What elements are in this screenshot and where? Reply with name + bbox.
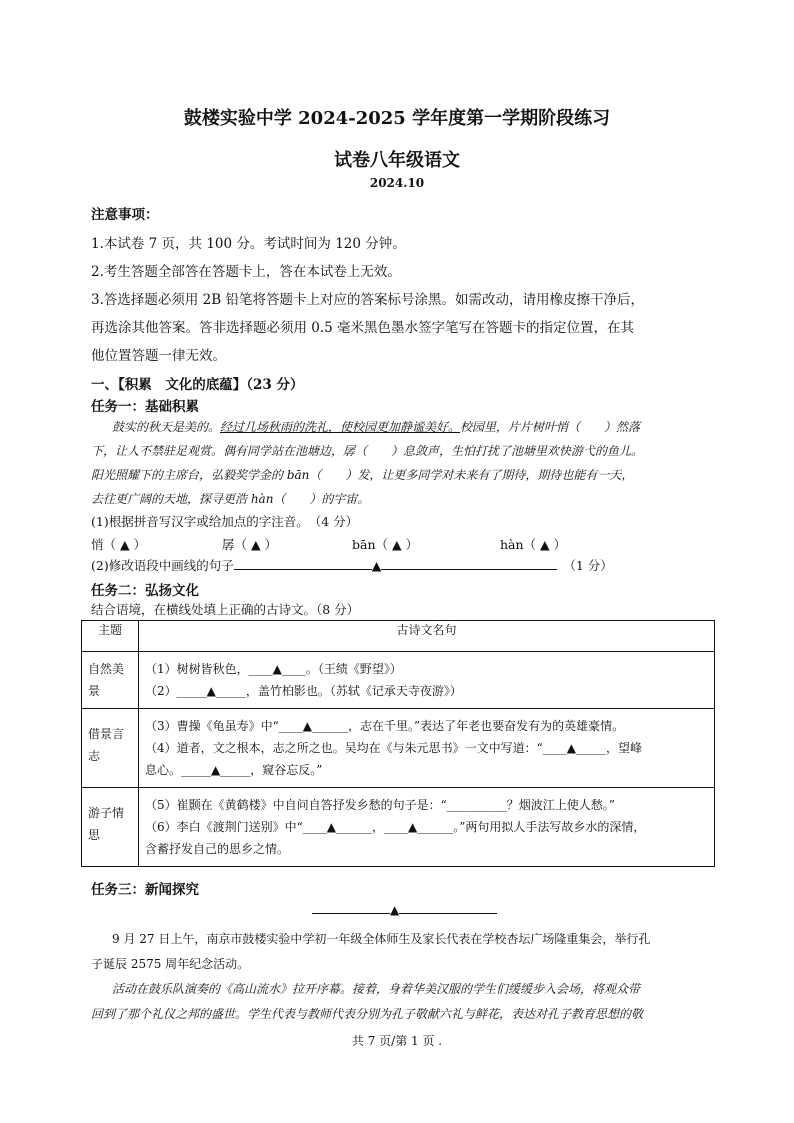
question-2: [91, 556, 613, 574]
poem-line: （2）_____▲_____，盖竹柏影也。（苏轼《记承天寺夜游》）: [145, 684, 462, 698]
notes-heading: 注意事项：: [91, 207, 159, 223]
underlined-sentence: 经过几场秋雨的洗礼，使校园更加静谧美好。: [220, 420, 461, 434]
passage-line-1-start: 鼓实的秋天是美的。: [112, 420, 221, 434]
task2-intro: 结合语境，在横线处填上正确的古诗文。（8 分）: [91, 602, 360, 617]
note-item-3-line-3: 他位置答题一律无效。: [91, 348, 226, 364]
poem-line: （3）曹操《龟虽寿》中“____▲______，志在千里。”表达了年老也要奋发有为的英雄豪情。: [145, 719, 625, 733]
table-row: [82, 788, 715, 867]
poem-line: （4）道者，文之根本，志之所之也。吴均在《与朱元思书》一文中写道：“____▲_____，望峰: [145, 741, 643, 755]
passage-line-2: 下，让人不禁驻足观赏。偶有同学站在池塘边，孱（ ）息敛声，生怕打扰了池塘里欢快游弋的鱼儿。: [91, 444, 644, 458]
table-row: [82, 652, 715, 709]
task1-heading: 任务一：基础积累: [91, 399, 199, 415]
table-header-row: [82, 621, 715, 652]
note-item-3-line-1: 3.答选择题必须用 2B 铅笔将答题卡上对应的答案标号涂黑。如需改动，请用橡皮擦干净后，: [91, 292, 644, 308]
table-row: [82, 709, 715, 788]
q1-item-4: hàn（ ▲ ）: [500, 537, 567, 552]
passage-line-4: 去往更广阔的天地，探寻更浩 hàn（ ）的宇宙。: [91, 492, 370, 506]
news-para-1-line-1: 9 月 27 日上午，南京市鼓楼实验中学初一年级全体师生及家长代表在学校杏坛广场隆重集会，举行孔: [112, 932, 651, 946]
poem-line: （5）崔颢在《黄鹤楼》中自问自答抒发乡愁的句子是：“__________？烟波江上使人愁。”: [145, 798, 615, 812]
task2-heading: 任务二：弘扬文化: [91, 583, 199, 599]
note-item-2: 2.考生答题全部答在答题卡上，答在本试卷上无效。: [91, 264, 401, 280]
poem-table: [81, 620, 715, 867]
q1-item-1: 悄（ ▲ ）: [91, 537, 147, 552]
q2-blank-left[interactable]: [234, 569, 372, 570]
news-title-mark: ▲: [390, 903, 400, 917]
news-para-1-line-2: 子诞辰 2575 周年纪念活动。: [91, 957, 250, 971]
news-title-blank[interactable]: [312, 903, 497, 917]
passage-line-1-end: 校园里，片片树叶悄（ ）然落: [460, 420, 641, 434]
row-theme: 自然美景: [88, 662, 125, 698]
q2-mark: ▲: [371, 558, 382, 573]
poem-line: 含蓄抒发自己的思乡之情。: [145, 842, 290, 856]
news-para-2-line-2: 回到了那个礼仪之邦的盛世。学生代表与教师代表分别为孔子敬献六礼与鲜花，表达对孔子教育思想的敬: [91, 1007, 644, 1021]
q2-blank-right[interactable]: [381, 569, 557, 570]
poem-line: （1）树树皆秋色，____▲____。（王绩《野望》）: [145, 662, 402, 676]
table-header-theme: 主题: [82, 621, 139, 652]
poem-line: （6）李白《渡荆门送别》中“____▲______，____▲______。”两句用拟人手法写故乡水的深情，: [145, 820, 646, 834]
news-para-2-line-1: 活动在鼓乐队演奏的《高山流水》拉开序幕。接着，身着华美汉服的学生们缓缓步入会场，将观众带: [112, 982, 641, 996]
question-1: (1)根据拼音写汉字或给加点的字注音。 （4 分）: [91, 514, 359, 529]
poem-line: 息心。_____▲_____，窥谷忘反。”: [145, 763, 323, 777]
passage-line-1: [112, 418, 640, 435]
q2-score: （1 分）: [563, 558, 613, 573]
task3-heading: 任务三：新闻探究: [91, 882, 199, 898]
note-item-1: 1.本试卷 7 页，共 100 分。考试时间为 120 分钟。: [91, 236, 406, 252]
row-theme: 游子情思: [88, 806, 125, 842]
page-footer: 共 7 页/第 1 页 .: [351, 1034, 443, 1048]
q1-item-3: bān（ ▲ ）: [352, 537, 419, 552]
news-title-blank-right: [399, 913, 497, 914]
exam-title: 鼓楼实验中学 2024-2025 学年度第一学期阶段练习: [183, 108, 611, 129]
news-title-blank-left: [312, 913, 390, 914]
q1-item-2: 孱（ ▲ ）: [222, 537, 278, 552]
note-item-3-line-2: 再选涂其他答案。答非选择题必须用 0.5 毫米黑色墨水签字笔写在答题卡的指定位置，在其: [91, 320, 635, 336]
table-header-lines: 古诗文名句: [139, 621, 715, 652]
row-theme: 借景言志: [88, 727, 125, 763]
exam-subtitle: 试卷八年级语文: [334, 150, 460, 171]
passage-line-3: 阳光照耀下的主席台，弘毅奖学金的 bān（ ）发，让更多同学对未来有了期待，期待也能有一天，: [91, 468, 634, 482]
q2-label: (2)修改语段中画线的句子: [91, 558, 234, 573]
section1-heading: 一、【积累 文化的底蕴】（23 分）: [91, 377, 304, 393]
exam-date: 2024.10: [369, 176, 425, 190]
